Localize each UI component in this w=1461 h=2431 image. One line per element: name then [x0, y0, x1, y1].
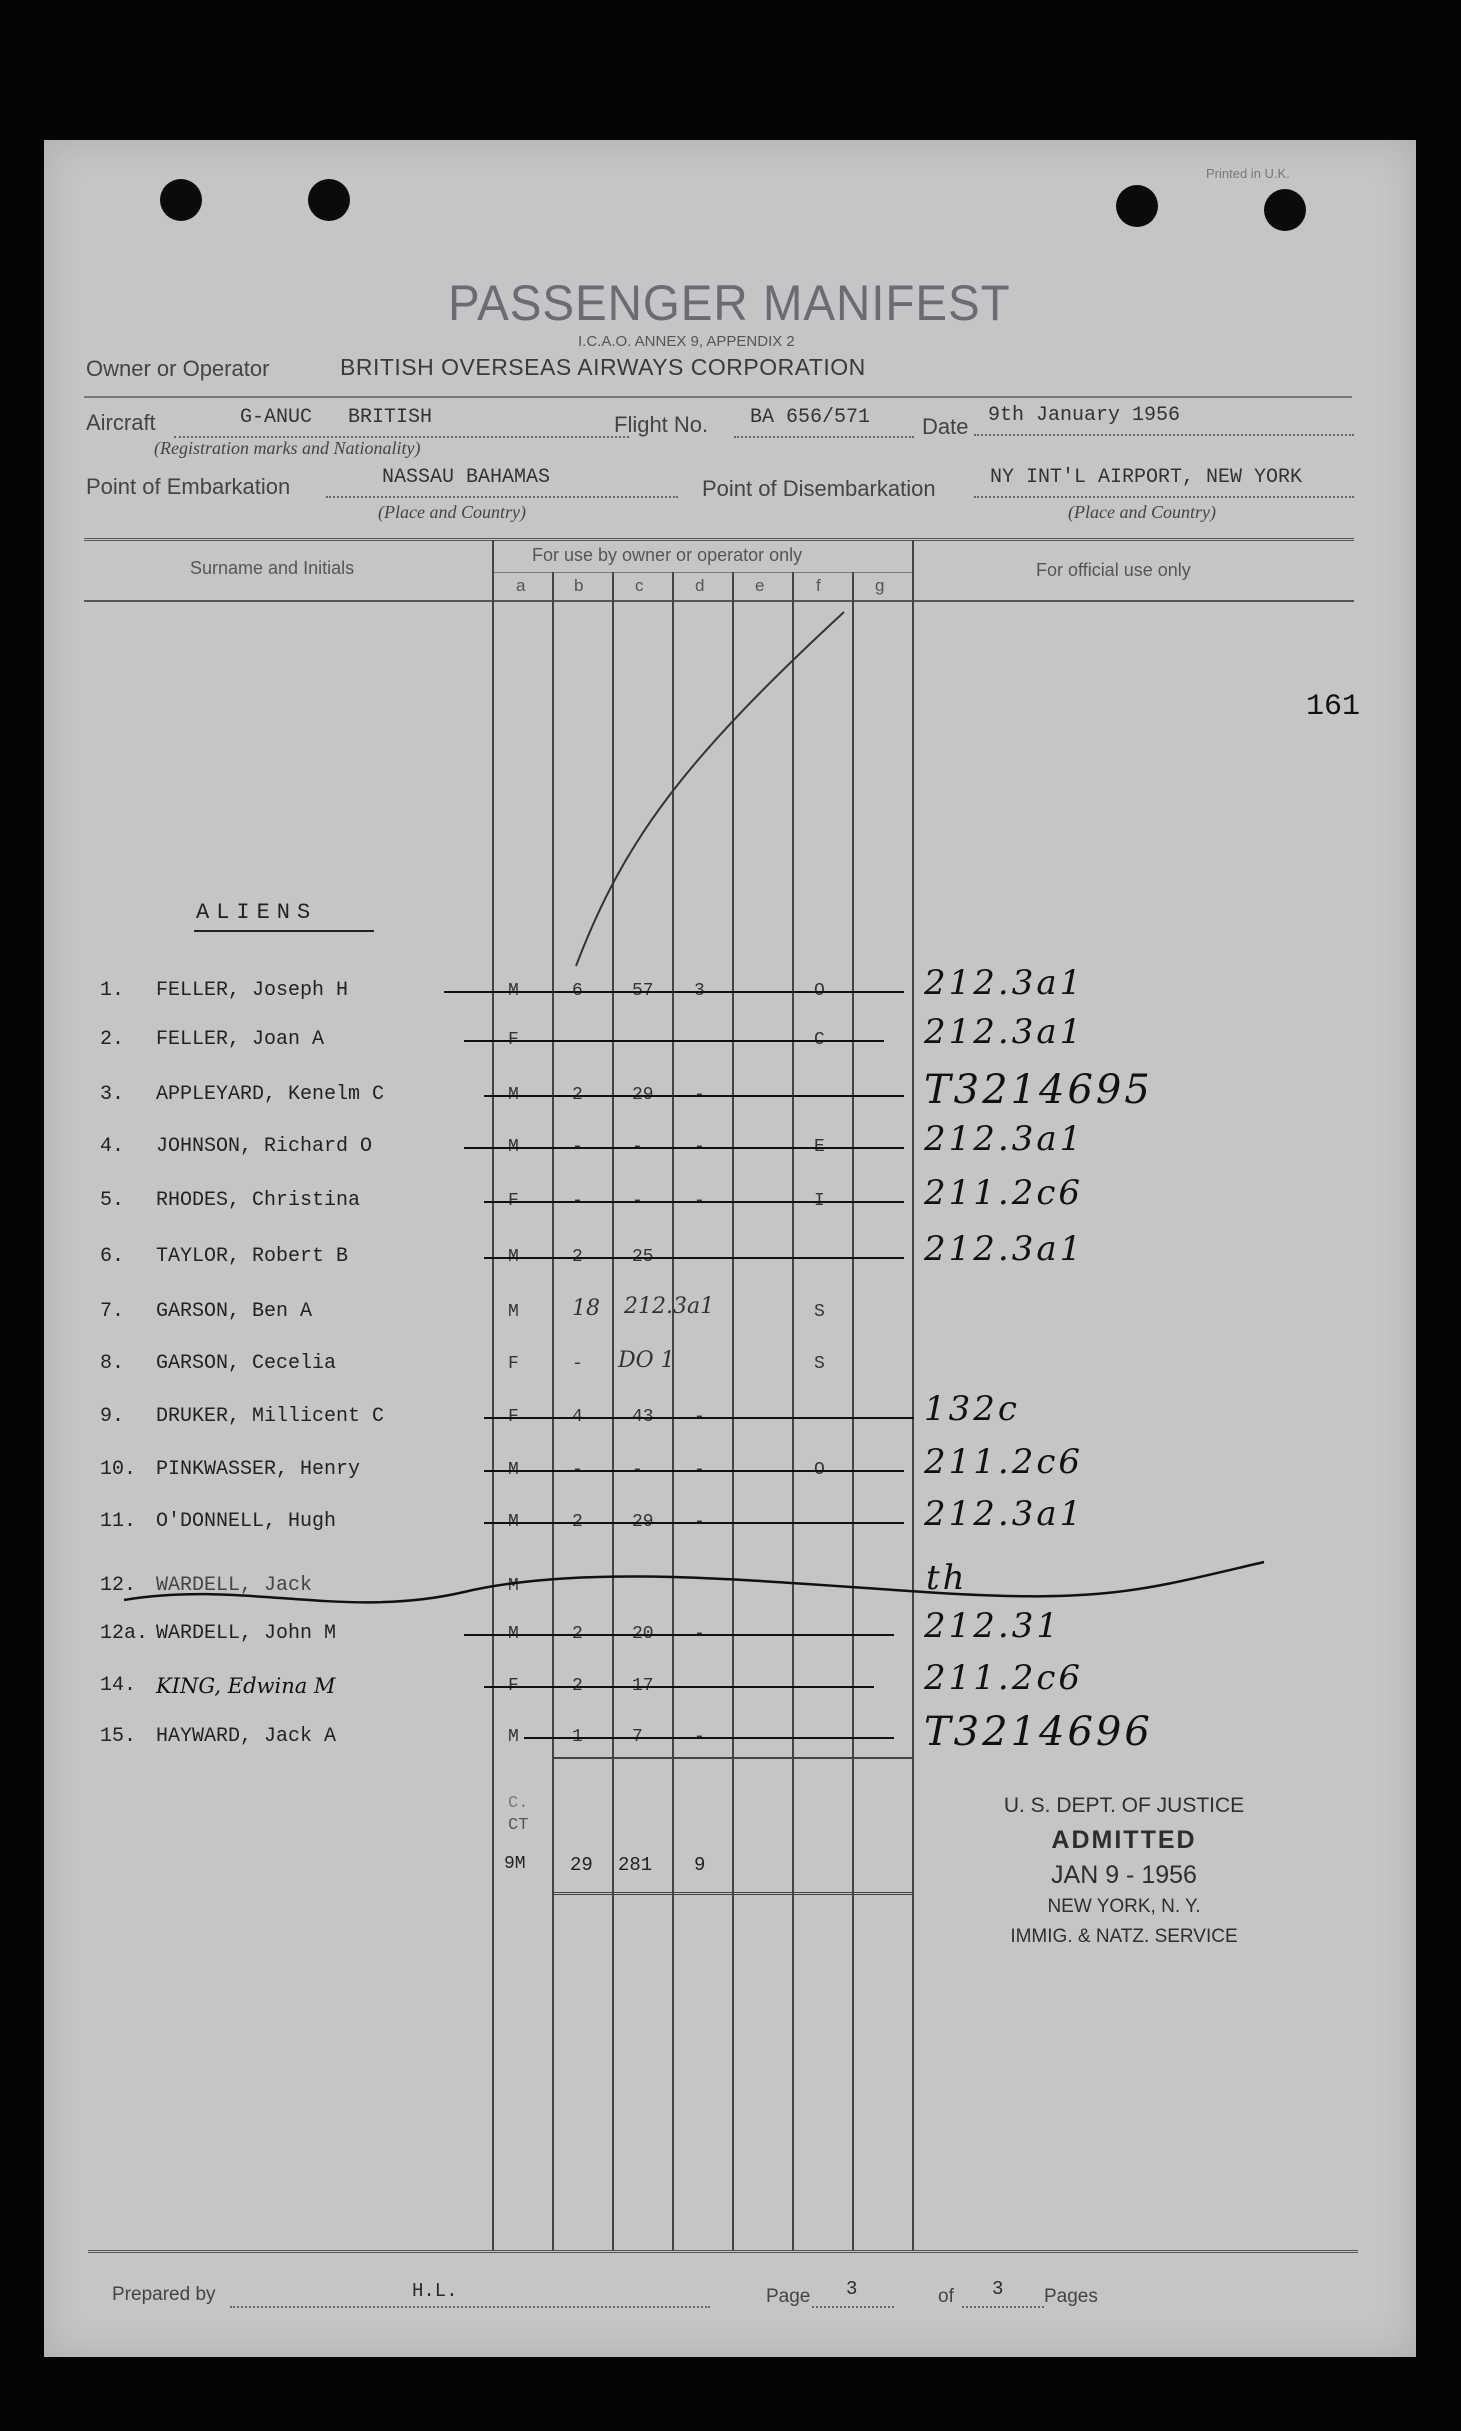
passenger-col-c: 29 [632, 1085, 654, 1105]
passenger-col-f: O [814, 1460, 825, 1480]
passenger-col-b: 2 [572, 1247, 583, 1267]
sub-col-g: g [875, 576, 885, 595]
manifest-title: PASSENGER MANIFEST [448, 275, 1011, 331]
passenger-col-f: C [814, 1030, 825, 1050]
passenger-col-a: F [508, 1354, 519, 1374]
passenger-col-b: 2 [572, 1676, 583, 1696]
manifest-subtitle: I.C.A.O. ANNEX 9, APPENDIX 2 [578, 333, 795, 350]
strike-line [484, 1257, 904, 1259]
passenger-col-d: - [694, 1191, 705, 1211]
punch-hole [160, 179, 202, 221]
prepared-value: H.L. [412, 2280, 458, 2302]
passenger-col-c: 212.3a1 [624, 1294, 715, 1319]
stamp-line-3: JAN 9 - 1956 [1051, 1861, 1197, 1889]
passenger-name: GARSON, Ben A [156, 1300, 313, 1323]
passenger-col-c: 17 [632, 1676, 654, 1696]
manifest-sheet [44, 140, 1416, 2357]
official-entry: 211.2c6 [924, 1442, 1084, 1482]
section-label: ALIENS [196, 900, 318, 925]
strike-line [484, 1417, 914, 1419]
passenger-col-d: - [694, 1407, 705, 1427]
passenger-name: FELLER, Joseph H [156, 979, 349, 1002]
passenger-number: 9. [100, 1405, 125, 1428]
rule [84, 396, 1352, 398]
page-value: 3 [846, 2278, 858, 2300]
passenger-col-b: - [572, 1354, 583, 1374]
passenger-col-b: - [572, 1191, 583, 1211]
date-value: 9th January 1956 [988, 404, 1181, 427]
official-entry: 211.2c6 [924, 1173, 1084, 1213]
strike-line [484, 1686, 874, 1688]
passenger-number: 14. [100, 1674, 137, 1697]
sub-col-b: b [574, 576, 584, 595]
passenger-col-a: M [508, 1460, 519, 1480]
passenger-col-f: S [814, 1302, 825, 1322]
passenger-col-c: 20 [632, 1624, 654, 1644]
date-label: Date [922, 414, 969, 439]
passenger-name: HAYWARD, Jack A [156, 1725, 337, 1748]
passenger-col-a: F [508, 1030, 519, 1050]
passenger-col-f: S [814, 1354, 825, 1374]
passenger-name: WARDELL, Jack [156, 1574, 313, 1597]
pages-label: Pages [1044, 2286, 1098, 2307]
passenger-name: KING, Edwina M [156, 1674, 336, 1698]
sub-col-e: e [755, 576, 765, 595]
passenger-col-f: I [814, 1191, 825, 1211]
passenger-col-c: DO 1 [618, 1348, 675, 1373]
strike-line [524, 1737, 894, 1739]
admitted-stamp [964, 1794, 1284, 1948]
passenger-col-d: - [694, 1085, 705, 1105]
col-surname-header: Surname and Initials [190, 558, 355, 578]
passenger-col-c: 7 [632, 1727, 643, 1747]
prepared-label: Prepared by [112, 2284, 216, 2305]
col-official-header: For official use only [1036, 560, 1191, 580]
punch-hole [1116, 185, 1158, 227]
passenger-col-a: F [508, 1676, 519, 1696]
disembark-label: Point of Disembarkation [702, 476, 936, 501]
owner-label: Owner or Operator [86, 356, 270, 381]
passenger-number: 3. [100, 1083, 125, 1106]
passenger-col-b: - [572, 1137, 583, 1157]
passenger-col-a: F [508, 1407, 519, 1427]
embark-value: NASSAU BAHAMAS [382, 466, 551, 489]
passenger-name: DRUKER, Millicent C [156, 1405, 385, 1428]
totals-a-1: C. [508, 1794, 529, 1813]
passenger-col-b: - [572, 1460, 583, 1480]
totals-c: 281 [618, 1854, 653, 1876]
passenger-name: GARSON, Cecelia [156, 1352, 337, 1375]
stamp-line-2: ADMITTED [1051, 1826, 1197, 1854]
sub-col-d: d [695, 576, 705, 595]
passenger-number: 1. [100, 979, 125, 1002]
official-entry: 212.3a1 [924, 963, 1085, 1003]
official-entry: 212.3a1 [924, 1012, 1085, 1052]
totals-d: 9 [694, 1854, 706, 1876]
passenger-number: 6. [100, 1245, 125, 1268]
passenger-col-c: 43 [632, 1407, 654, 1427]
printer-note: Printed in U.K. [1206, 166, 1290, 181]
official-entry: T3214695 [924, 1067, 1153, 1113]
sub-col-a: a [516, 576, 526, 595]
official-entry: 211.2c6 [924, 1658, 1084, 1698]
passenger-col-b: 2 [572, 1085, 583, 1105]
passenger-number: 15. [100, 1725, 137, 1748]
aircraft-label: Aircraft [86, 410, 156, 435]
passenger-number: 10. [100, 1458, 137, 1481]
passenger-col-c: 57 [632, 981, 654, 1001]
official-entry: 212.31 [924, 1606, 1061, 1646]
passenger-col-a: M [508, 1576, 519, 1596]
flight-label: Flight No. [614, 412, 709, 437]
passenger-col-c: - [632, 1460, 643, 1480]
strike-line [484, 1201, 904, 1203]
passenger-col-b: 2 [572, 1624, 583, 1644]
passenger-name: APPLEYARD, Kenelm C [156, 1083, 385, 1106]
passenger-col-d: - [694, 1727, 705, 1747]
passenger-name: FELLER, Joan A [156, 1028, 325, 1051]
punch-hole [1264, 189, 1306, 231]
passenger-number: 5. [100, 1189, 125, 1212]
passenger-col-d: - [694, 1460, 705, 1480]
strike-line [484, 1470, 904, 1472]
passenger-col-a: M [508, 1727, 519, 1747]
passenger-number: 12a. [100, 1622, 149, 1645]
passenger-col-a: M [508, 1512, 519, 1532]
of-label: of [938, 2286, 954, 2307]
passenger-col-c: - [632, 1137, 643, 1157]
passenger-col-b: 1 [572, 1727, 583, 1747]
totals-b: 29 [570, 1854, 593, 1876]
official-entry: 212.3a1 [924, 1494, 1085, 1534]
passenger-col-a: M [508, 1624, 519, 1644]
passenger-number: 7. [100, 1300, 125, 1323]
official-entry: 132c [924, 1389, 1020, 1429]
strike-line [444, 991, 904, 993]
embark-note: (Place and Country) [378, 502, 526, 522]
passenger-col-c: 29 [632, 1512, 654, 1532]
passenger-col-b: 4 [572, 1407, 583, 1427]
punch-hole [308, 179, 350, 221]
passenger-col-d: - [694, 1137, 705, 1157]
passenger-number: 11. [100, 1510, 137, 1533]
page-label: Page [766, 2286, 811, 2307]
passenger-number: 8. [100, 1352, 125, 1375]
passenger-col-d: - [694, 1512, 705, 1532]
passenger-col-f: O [814, 981, 825, 1001]
of-value: 3 [992, 2278, 1004, 2300]
page-number-stamp: 161 [1306, 690, 1361, 724]
strike-line [484, 1095, 904, 1097]
aircraft-value: G-ANUC BRITISH [240, 406, 433, 429]
passenger-col-b: 6 [572, 981, 583, 1001]
flight-value: BA 656/571 [750, 406, 871, 429]
passenger-col-a: M [508, 1085, 519, 1105]
disembark-note: (Place and Country) [1068, 502, 1216, 522]
official-entry: 212.3a1 [924, 1119, 1085, 1159]
passenger-col-d: 3 [694, 981, 705, 1001]
sub-col-c: c [635, 576, 644, 595]
passenger-col-b: 18 [572, 1296, 600, 1321]
passenger-col-b: 2 [572, 1512, 583, 1532]
official-entry: T3214696 [924, 1709, 1153, 1755]
passenger-col-a: M [508, 1137, 519, 1157]
aircraft-note: (Registration marks and Nationality) [154, 438, 421, 458]
stamp-line-1: U. S. DEPT. OF JUSTICE [1003, 1794, 1245, 1817]
embark-label: Point of Embarkation [86, 474, 291, 499]
passenger-number: 4. [100, 1135, 125, 1158]
official-entry: 212.3a1 [924, 1229, 1085, 1269]
passenger-name: PINKWASSER, Henry [156, 1458, 361, 1481]
sub-col-f: f [816, 576, 821, 595]
stamp-line-5: IMMIG. & NATZ. SERVICE [1010, 1926, 1238, 1947]
totals-a-2: CT [508, 1816, 529, 1835]
strike-line [464, 1634, 894, 1636]
passenger-col-c: 25 [632, 1247, 654, 1267]
passenger-name: O'DONNELL, Hugh [156, 1510, 337, 1533]
strike-line [464, 1040, 884, 1042]
stamp-line-4: NEW YORK, N. Y. [1047, 1896, 1201, 1917]
passenger-name: WARDELL, John M [156, 1622, 337, 1645]
official-entry: th [926, 1558, 968, 1598]
totals-a-3: 9M [504, 1854, 526, 1874]
strike-line [484, 1522, 904, 1524]
passenger-col-d: - [694, 1624, 705, 1644]
passenger-col-a: M [508, 1247, 519, 1267]
passenger-col-f: E [814, 1137, 825, 1157]
passenger-name: TAYLOR, Robert B [156, 1245, 349, 1268]
passenger-number: 12. [100, 1574, 137, 1597]
passenger-name: JOHNSON, Richard O [156, 1135, 373, 1158]
passenger-col-c: - [632, 1191, 643, 1211]
strike-line [464, 1147, 904, 1149]
passenger-col-a: M [508, 981, 519, 1001]
disembark-value: NY INT'L AIRPORT, NEW YORK [990, 466, 1303, 489]
passenger-col-a: F [508, 1191, 519, 1211]
passenger-name: RHODES, Christina [156, 1189, 361, 1212]
owner-value: BRITISH OVERSEAS AIRWAYS CORPORATION [340, 354, 866, 380]
passenger-number: 2. [100, 1028, 125, 1051]
col-owner-header: For use by owner or operator only [532, 545, 803, 565]
passenger-col-a: M [508, 1302, 519, 1322]
